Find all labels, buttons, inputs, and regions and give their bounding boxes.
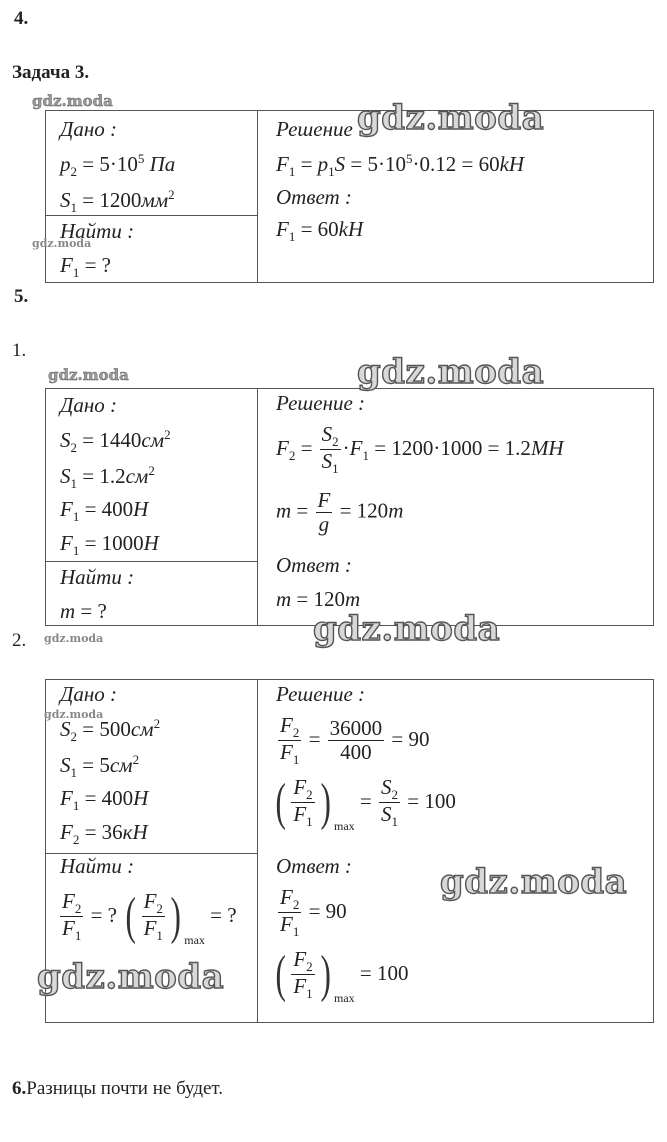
answer-max-ratio: ( $\frac{F_2}{F_1}$ ) max = 100	[275, 945, 409, 1005]
section-6-text: Разницы почти не будет.	[26, 1078, 224, 1099]
divider	[257, 111, 258, 282]
answer-f1: $F_1 = 60kH$	[276, 217, 364, 245]
given-label: Дано :	[60, 117, 118, 141]
task3-table	[45, 110, 654, 283]
section-5-number: 5.	[14, 286, 29, 307]
solution-label: Решение :	[276, 117, 366, 141]
watermark: gdz.moda	[357, 98, 545, 138]
solution-f2-formula: $F_2$ = $\frac{S_2}{S_1}$ $\cdot F_1 = 1200\cdot 1000 = 1.2МН$	[276, 422, 564, 477]
given-s1: $S_1 = 1.2см^2$	[60, 463, 155, 492]
given-f1: $F_1 = 400Н$	[60, 786, 149, 814]
section-6-number: 6.	[12, 1078, 27, 1099]
given-s2: $S_2 = 500см^2$	[60, 716, 161, 745]
given-s2: $S_2 = 1440см^2$	[60, 427, 171, 456]
watermark: gdz.moda	[32, 237, 92, 250]
solution-label: Решение :	[276, 391, 366, 415]
item-2-number: 2.	[12, 630, 27, 651]
find-label: Найти :	[60, 854, 135, 878]
given-label: Дано :	[60, 393, 118, 417]
solution-m-formula: m = $\frac{F}{g}$ = 120т	[276, 488, 404, 537]
find-label: Найти :	[60, 565, 135, 589]
watermark: gdz.moda	[48, 366, 129, 384]
solution-ratio: $\frac{F_2}{F_1}$ = $\frac{36000}{400}$ = 90	[280, 713, 430, 768]
find-label: Найти :	[60, 219, 135, 243]
item-1-number: 1.	[12, 340, 27, 361]
task5-1-table	[45, 388, 654, 626]
given-label: Дано :	[60, 682, 118, 706]
watermark: gdz.moda	[44, 708, 104, 721]
solution-formula: $F_1 = p_1S = 5\cdot 10^5\cdot 0.12 = 60kH$	[276, 151, 525, 180]
section-6	[12, 1078, 223, 1100]
divider	[46, 561, 257, 562]
watermark: gdz.moda	[32, 92, 113, 110]
divider	[257, 389, 258, 625]
section-4-number: 4.	[14, 8, 29, 29]
find-m: m = ?	[60, 599, 107, 623]
answer-label: Ответ :	[276, 553, 352, 577]
solution-max-ratio: ( $\frac{F_2}{F_1}$ ) max = $\frac{S_2}{S_1}$ = 100	[275, 773, 456, 833]
find-ratio: $\frac{F_2}{F_1}$ = ? ( $\frac{F_2}{F_1}$ ) max = ?	[62, 887, 237, 947]
divider	[257, 680, 258, 1022]
given-f1-a: $F_1 = 400Н$	[60, 497, 149, 525]
given-f1-b: $F_1 = 1000Н$	[60, 531, 159, 559]
watermark: gdz.moda	[37, 957, 225, 997]
find-f1: $F_1$ = ?	[60, 253, 111, 281]
given-f2: $F_2 = 36кН$	[60, 820, 148, 848]
given-p2: $p_2 = 5\cdot 10^5$ Па	[60, 151, 176, 180]
answer-label: Ответ :	[276, 854, 352, 878]
watermark: gdz.moda	[357, 352, 545, 392]
task-3-title: Задача 3.	[12, 62, 90, 83]
solution-label: Решение :	[276, 682, 366, 706]
given-s1: $S_1 = 1200мм^2$	[60, 187, 175, 216]
watermark: gdz.moda	[44, 632, 104, 645]
answer-ratio: $\frac{F_2}{F_1}$ = 90	[280, 885, 347, 940]
answer-m: m = 120т	[276, 587, 361, 611]
watermark: gdz.moda	[440, 862, 628, 902]
watermark: gdz.moda	[313, 609, 501, 649]
answer-label: Ответ :	[276, 185, 352, 209]
given-s1: $S_1 = 5см^2$	[60, 752, 140, 781]
